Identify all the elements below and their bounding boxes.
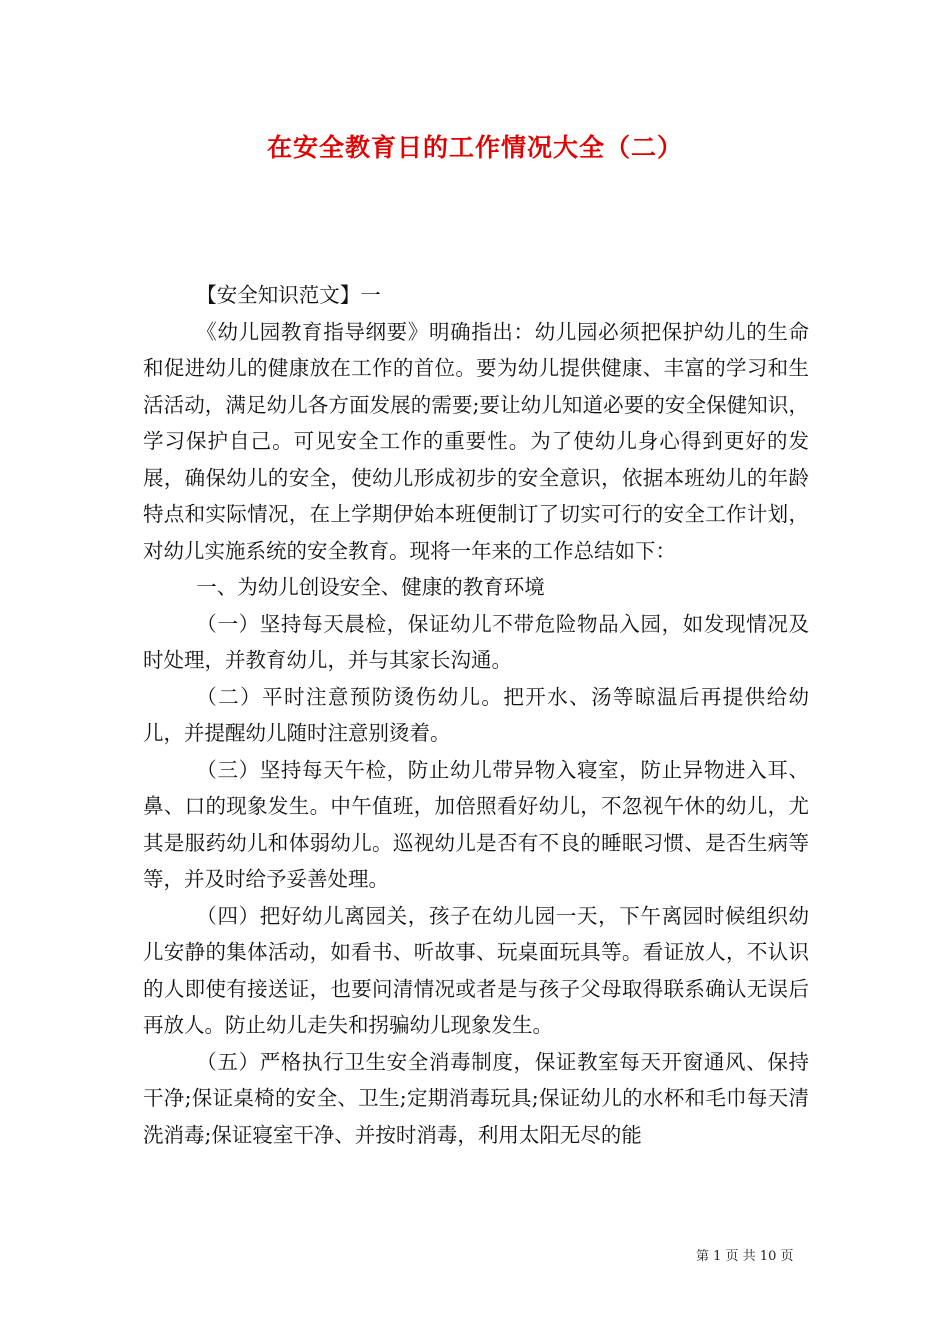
paragraph-item-2: （二）平时注意预防烫伤幼儿。把开水、汤等晾温后再提供给幼儿，并提醒幼儿随时注意别烫着。	[143, 684, 809, 745]
document-title: 在安全教育日的工作情况大全（二）	[266, 133, 683, 162]
paragraph-item-3: （三）坚持每天午检，防止幼儿带异物入寝室，防止异物进入耳、鼻、口的现象发生。中午值班，加倍照看好幼儿，不忽视午休的幼儿，尤其是服药幼儿和体弱幼儿。巡视幼儿是否有不良的睡眠习惯、是否生病等等，并及时给予妥善处理。	[143, 757, 809, 891]
paragraph-item-5: （五）严格执行卫生安全消毒制度，保证教室每天开窗通风、保持干净;保证桌椅的安全、卫生;定期消毒玩具;保证幼儿的水杯和毛巾每天清洗消毒;保证寝室干净、并按时消毒，利用太阳无尽的能	[143, 1049, 809, 1147]
section-label: 【安全知识范文】一	[196, 283, 381, 307]
paragraph-item-4: （四）把好幼儿离园关，孩子在幼儿园一天，下午离园时候组织幼儿安静的集体活动，如看书、听故事、玩桌面玩具等。看证放人，不认识的人即使有接送证，也要问清情况或者是与孩子父母取得联系确认无误后再放人。防止幼儿走失和拐骗幼儿现象发生。	[143, 903, 809, 1037]
paragraph-intro: 《幼儿园教育指导纲要》明确指出：幼儿园必须把保护幼儿的生命和促进幼儿的健康放在工作的首位。要为幼儿提供健康、丰富的学习和生活活动，满足幼儿各方面发展的需要;要让幼儿知道必要的安全保健知识，学习保护自己。可见安全工作的重要性。为了使幼儿身心得到更好的发展，确保幼儿的安全，使幼儿形成初步的安全意识，依据本班幼儿的年龄特点和实际情况，在上学期伊始本班便制订了切实可行的安全工作计划，对幼儿实施系统的安全教育。现将一年来的工作总结如下：	[143, 319, 809, 563]
page-number: 第 1 页 共 10 页	[696, 1249, 794, 1264]
paragraph-heading-1: 一、为幼儿创设安全、健康的教育环境	[196, 575, 545, 599]
paragraph-item-1: （一）坚持每天晨检，保证幼儿不带危险物品入园，如发现情况及时处理，并教育幼儿，并与其家长沟通。	[143, 611, 809, 672]
document-body	[143, 277, 809, 1153]
